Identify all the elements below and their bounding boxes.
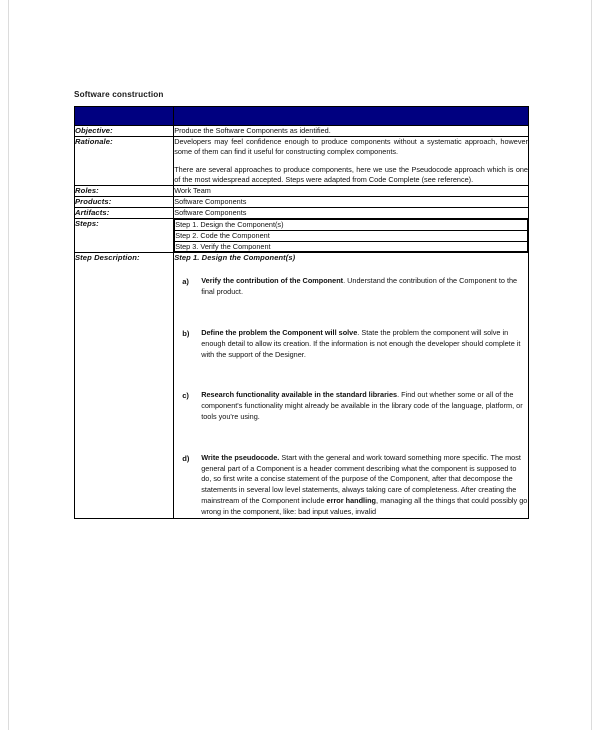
row-label-step-description: Step Description: xyxy=(75,253,174,518)
rationale-paragraph-2: There are several approaches to produce components, here we use the Pseudocode approach which is one of the most widespread accepted. Steps were adapted from Code Complete (see reference). xyxy=(174,164,528,184)
steps-list-item xyxy=(175,219,528,230)
row-label-roles: Roles: xyxy=(75,186,174,197)
row-value-step-description xyxy=(174,253,529,518)
item-emphasis-d: error handling xyxy=(326,495,377,505)
header-banner-left xyxy=(75,107,174,126)
row-label-artifacts: Artifacts: xyxy=(75,207,174,218)
row-label-steps: Steps: xyxy=(75,218,174,253)
item-marker-d: d) xyxy=(182,453,190,463)
steps-list-item xyxy=(175,230,528,241)
table-row-steps xyxy=(75,218,529,253)
row-value-rationale xyxy=(174,136,529,185)
steps-list-item xyxy=(175,241,528,252)
table-row-products xyxy=(75,197,529,208)
row-label-products: Products: xyxy=(75,197,174,208)
step-2-label: Step 2. Code the Component xyxy=(175,230,528,241)
row-value-roles: Work Team xyxy=(174,186,529,197)
process-definition-table xyxy=(74,106,529,519)
row-value-products: Software Components xyxy=(174,197,529,208)
step-1-label: Step 1. Design the Component(s) xyxy=(175,219,528,230)
row-value-artifacts: Software Components xyxy=(174,207,529,218)
step-description-item-c xyxy=(174,390,528,422)
steps-list-table xyxy=(174,219,528,253)
item-marker-a: a) xyxy=(182,277,189,287)
table-row-rationale xyxy=(75,136,529,185)
item-marker-c: c) xyxy=(182,391,189,401)
item-lead-b: Define the problem the Component will solve xyxy=(201,327,358,337)
row-value-objective: Produce the Software Components as identified. xyxy=(174,126,529,137)
item-body-a: . Understand the contribution of the Component to the final product. xyxy=(201,276,518,297)
item-lead-d: Write the pseudocode. xyxy=(201,452,280,462)
page-sheet xyxy=(8,0,592,730)
row-value-steps xyxy=(174,218,529,253)
step-3-label: Step 3. Verify the Component xyxy=(175,241,528,252)
step-description-heading: Step 1. Design the Component(s) xyxy=(174,253,296,263)
item-body-d-part-1: Start with the general and work toward something more specific. The most general part of a Component is a header comment describing what the component is supposed to do, so first write a concise statement of the purpose of the Component, after that decompose the statements in several low level statements, always taking care of completeness. After creating the mainstream of the Component include xyxy=(201,452,521,505)
step-description-list xyxy=(174,276,528,517)
row-label-rationale: Rationale: xyxy=(75,136,174,185)
item-lead-c: Research functionality available in the standard libraries xyxy=(201,390,398,400)
table-row-step-description xyxy=(75,253,529,518)
item-body-b: . State the problem the component will solve in enough detail to allow its creation. If the information is not enough the developer should complete it with the support of the Designer. xyxy=(201,327,521,359)
step-description-item-a xyxy=(174,276,528,298)
step-description-item-b xyxy=(174,328,528,360)
item-body-d-part-2: , managing all the things that could possibly go wrong in the component, like: bad input values, invalid xyxy=(201,495,528,516)
table-row-objective xyxy=(75,126,529,137)
table-row-banner xyxy=(75,107,529,126)
item-marker-b: b) xyxy=(182,328,190,338)
table-row-artifacts xyxy=(75,207,529,218)
page-title: Software construction xyxy=(74,90,164,99)
step-description-item-d xyxy=(174,453,528,518)
table-row-roles xyxy=(75,186,529,197)
header-banner-right xyxy=(174,107,529,126)
item-lead-a: Verify the contribution of the Component xyxy=(201,276,344,286)
item-body-c: . Find out whether some or all of the component's functionality might already be available in the library code of the language, platform, or tools you're using. xyxy=(201,390,523,421)
row-label-objective: Objective: xyxy=(75,126,174,137)
rationale-paragraph-1: Developers may feel confidence enough to produce components without a systematic approach, however some of them can find it useful for constructing complex components. xyxy=(174,136,528,157)
